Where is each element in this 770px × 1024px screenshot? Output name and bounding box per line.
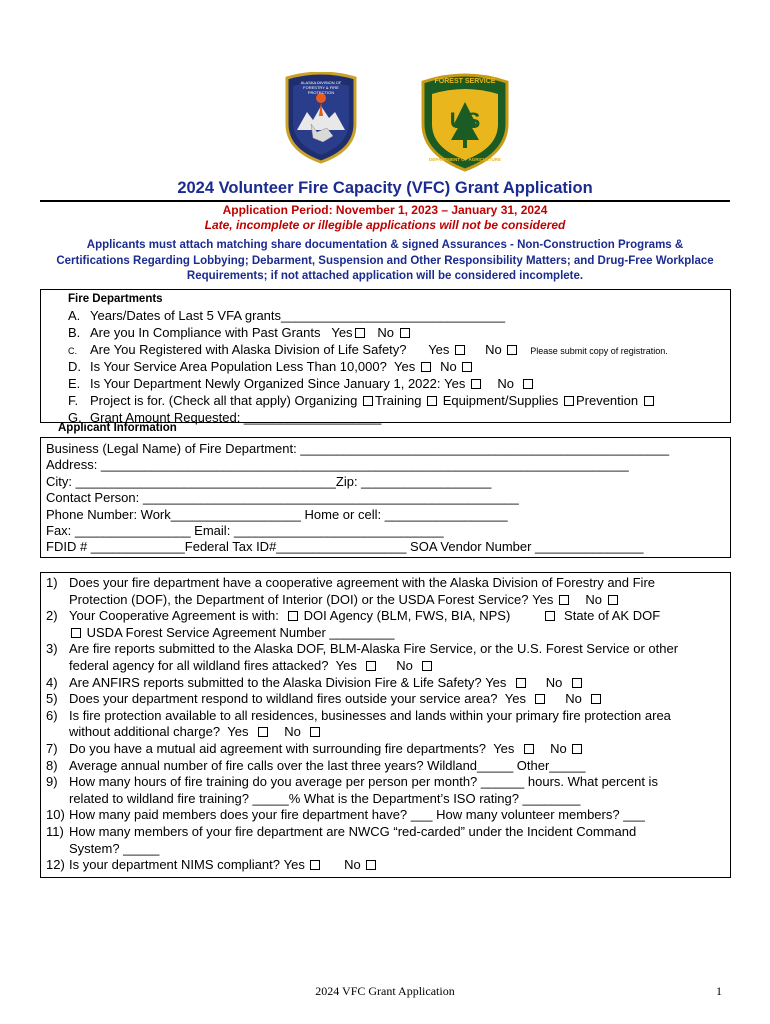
item-text: Are you In Compliance with Past Grants: [90, 325, 321, 340]
q6-no-checkbox[interactable]: [310, 727, 320, 737]
no-label: No: [485, 342, 502, 357]
business-name-field[interactable]: Business (Legal Name) of Fire Department: ___________________________________________________: [46, 441, 670, 456]
item-letter: C.: [68, 346, 77, 356]
compliance-yes-checkbox[interactable]: [355, 328, 365, 338]
applicant-info-lines: [46, 441, 669, 556]
question-number: 3): [46, 641, 58, 657]
item-letter: E.: [68, 376, 81, 391]
question-text: Does your department respond to wildland fires outside your service area?: [69, 691, 498, 707]
question-number: 9): [46, 774, 58, 790]
phone-field[interactable]: Phone Number: Work__________________ Home or cell: _________________: [46, 506, 508, 522]
question-2-cont: [46, 625, 728, 642]
question-text: Is fire protection available to all residences, businesses and lands within your primary fire protection area: [69, 707, 671, 723]
question-1-cont: [46, 592, 728, 609]
q3-yes-checkbox[interactable]: [366, 661, 376, 671]
yes-label: Yes: [444, 376, 466, 391]
shield-center-text: US: [449, 108, 481, 133]
compliance-no-checkbox[interactable]: [400, 328, 410, 338]
no-label: No: [545, 674, 563, 690]
shield-top-text: FOREST SERVICE: [434, 78, 496, 85]
q2-usda-checkbox[interactable]: [71, 628, 81, 638]
no-label: No: [440, 359, 457, 374]
q1-yes-checkbox[interactable]: [559, 595, 569, 605]
q6-yes-checkbox[interactable]: [258, 727, 268, 737]
q4-no-checkbox[interactable]: [572, 678, 582, 688]
question-7: [46, 741, 728, 758]
newly-organized-yes-checkbox[interactable]: [471, 379, 481, 389]
q2-doi-checkbox[interactable]: [288, 611, 298, 621]
q7-yes-checkbox[interactable]: [524, 744, 534, 754]
period-text: Application Period: November 1, 2023 – January 31, 2024: [222, 203, 548, 217]
fd-item-c: [68, 341, 668, 358]
question-number: 5): [46, 691, 58, 707]
question-text[interactable]: System? _____: [69, 840, 160, 856]
registration-note: Please submit copy of registration.: [530, 346, 668, 356]
question-text: Your Cooperative Agreement is with:: [69, 608, 279, 624]
question-5: [46, 691, 728, 708]
grant-amount-field[interactable]: Grant Amount Requested: ___________________: [90, 410, 382, 425]
question-6: [46, 708, 728, 725]
question-10: [46, 807, 728, 824]
question-number: 10): [46, 807, 65, 823]
item-letter: B.: [68, 325, 81, 340]
title-divider: [40, 200, 730, 202]
shield-bottom-text: DEPARTMENT OF AGRICULTURE: [429, 157, 501, 162]
no-label: No: [396, 657, 413, 673]
question-11-cont: [46, 841, 728, 858]
yes-label: Yes: [504, 691, 526, 707]
item-text: Is Your Service Area Population Less Than 10,000?: [90, 359, 387, 374]
question-1: [46, 575, 728, 592]
question-text: Protection (DOF), the Department of Interior (DOI) or the USDA Forest Service?: [69, 591, 529, 607]
question-2: [46, 608, 728, 625]
item-letter: G.: [68, 410, 82, 425]
q7-no-checkbox[interactable]: [572, 744, 582, 754]
applicant-info-heading: Applicant Information: [58, 422, 177, 434]
fd-item-f: [68, 392, 668, 409]
prevention-label: Prevention: [575, 393, 639, 408]
question-number: 2): [46, 608, 58, 624]
question-number: 11): [46, 823, 64, 839]
equipment-label: Equipment/Supplies: [442, 393, 559, 408]
no-label: No: [497, 376, 515, 391]
registered-no-checkbox[interactable]: [507, 345, 517, 355]
page-title: 2024 Volunteer Fire Capacity (VFC) Grant Application: [177, 179, 593, 197]
question-number: 4): [46, 674, 58, 690]
item-letter: D.: [68, 359, 81, 374]
question-text: without additional charge?: [69, 724, 221, 740]
no-label: No: [550, 740, 567, 756]
newly-organized-no-checkbox[interactable]: [523, 379, 533, 389]
yes-label: Yes: [331, 325, 353, 340]
item-text: Is Your Department Newly Organized Since January 1, 2022:: [90, 376, 441, 391]
q12-yes-checkbox[interactable]: [310, 860, 320, 870]
attachment-notice: Applicants must attach matching share documentation & signed Assurances - Non-Construction Programs & Certifications Regarding Lobbying; Debarment, Suspension and Other Responsibility Matters; and Drug-Free Workplace Requirements; if not attached application will be considered incomplete.: [56, 239, 714, 282]
q12-no-checkbox[interactable]: [366, 860, 376, 870]
question-text: Are ANFIRS reports submitted to the Alaska Division Fire & Life Safety?: [69, 674, 482, 690]
question-text: Does your fire department have a cooperative agreement with the Alaska Division of Forestry and Fire: [69, 575, 656, 590]
item-letter: A.: [68, 308, 81, 323]
item-text: Project is for. (Check all that apply) Organizing: [90, 393, 358, 408]
yes-label: Yes: [428, 342, 450, 357]
question-text[interactable]: How many hours of fire training do you average per person per month? ______ hours. What percent is: [69, 774, 658, 790]
question-4: [46, 675, 728, 692]
question-number: 12): [46, 857, 65, 873]
late-notice: Late, incomplete or illegible applications will not be considered: [204, 218, 566, 232]
question-number: 1): [46, 575, 58, 590]
question-text: federal agency for all wildland fires attacked?: [69, 657, 329, 673]
yes-label: Yes: [227, 724, 249, 740]
population-yes-checkbox[interactable]: [421, 362, 431, 372]
address-field[interactable]: Address: _________________________________________________________________________: [46, 457, 629, 473]
q5-yes-checkbox[interactable]: [535, 694, 545, 704]
question-text: How many members of your fire department are NWCG “red-carded” under the Incident Command: [69, 823, 637, 839]
yes-label: Yes: [532, 591, 554, 607]
question-3-cont: [46, 658, 728, 675]
fd-item-a: [68, 307, 668, 324]
no-label: No: [344, 857, 361, 873]
page-number: 1: [716, 984, 722, 998]
item-text[interactable]: Years/Dates of Last 5 VFA grants_______________________________: [90, 308, 506, 323]
population-no-checkbox[interactable]: [462, 362, 472, 372]
fax-email-field[interactable]: Fax: ________________ Email: _____________________________: [46, 522, 444, 538]
question-text[interactable]: How many paid members does your fire department have? ___ How many volunteer members? ___: [69, 807, 645, 823]
organizing-checkbox[interactable]: [363, 396, 373, 406]
city-zip-field[interactable]: City: ____________________________________Zip: __________________: [46, 473, 492, 489]
footer-text: 2024 VFC Grant Application: [315, 984, 455, 998]
item-letter: F.: [68, 393, 79, 408]
yes-label: Yes: [493, 740, 515, 756]
state-label: State of AK DOF: [564, 608, 661, 624]
doi-label: DOI Agency (BLM, FWS, BIA, NPS): [303, 608, 511, 624]
fdid-tax-vendor-field[interactable]: FDID # _____________Federal Tax ID#__________________ SOA Vendor Number _______________: [46, 539, 644, 555]
yes-label: Yes: [485, 674, 507, 690]
fire-departments-list: [68, 307, 668, 426]
question-text: Do you have a mutual aid agreement with surrounding fire departments?: [69, 740, 486, 756]
q1-no-checkbox[interactable]: [608, 595, 618, 605]
application-period: [0, 203, 770, 233]
yes-label: Yes: [283, 857, 305, 873]
question-text: Are fire reports submitted to the Alaska DOF, BLM-Alaska Fire Service, or the U.S. Forest Service or other: [69, 641, 679, 657]
question-number: 7): [46, 740, 58, 756]
question-11: [46, 824, 728, 841]
training-label: Training: [374, 393, 422, 408]
yes-label: Yes: [335, 657, 357, 673]
fd-item-e: [68, 375, 668, 392]
question-12: [46, 857, 728, 874]
question-6-cont: [46, 724, 728, 741]
question-text: USDA Forest Service Agreement Number _________: [86, 624, 395, 640]
item-text: Are You Registered with Alaska Division of Life Safety?: [90, 342, 407, 357]
question-8: [46, 758, 728, 775]
fire-departments-heading: Fire Departments: [68, 293, 163, 305]
seal-text: ALASKA DIVISION OF FORESTRY & FIRE PROTECTION: [300, 80, 342, 95]
yes-label: Yes: [394, 359, 416, 374]
no-label: No: [377, 325, 395, 340]
prevention-checkbox[interactable]: [644, 396, 654, 406]
registered-yes-checkbox[interactable]: [455, 345, 465, 355]
question-9-cont: [46, 791, 728, 808]
training-checkbox[interactable]: [427, 396, 437, 406]
fd-item-d: [68, 358, 668, 375]
question-text[interactable]: Average annual number of fire calls over the last three years? Wildland_____ Other_____: [69, 757, 586, 773]
question-text[interactable]: related to wildland fire training? _____% What is the Department’s ISO rating? ________: [69, 790, 581, 806]
q3-no-checkbox[interactable]: [422, 661, 432, 671]
question-3: [46, 641, 728, 658]
questions-list: [46, 575, 728, 874]
question-number: 8): [46, 757, 58, 773]
question-number: 6): [46, 707, 58, 723]
no-label: No: [284, 724, 301, 740]
q2-state-checkbox[interactable]: [545, 611, 555, 621]
q4-yes-checkbox[interactable]: [516, 678, 526, 688]
equipment-checkbox[interactable]: [564, 396, 574, 406]
no-label: No: [565, 691, 582, 707]
no-label: No: [585, 591, 603, 607]
question-text: Is your department NIMS compliant?: [69, 857, 280, 873]
contact-person-field[interactable]: Contact Person: ____________________________________________________: [46, 490, 519, 506]
q5-no-checkbox[interactable]: [591, 694, 601, 704]
question-9: [46, 774, 728, 791]
fd-item-b: [68, 324, 668, 341]
